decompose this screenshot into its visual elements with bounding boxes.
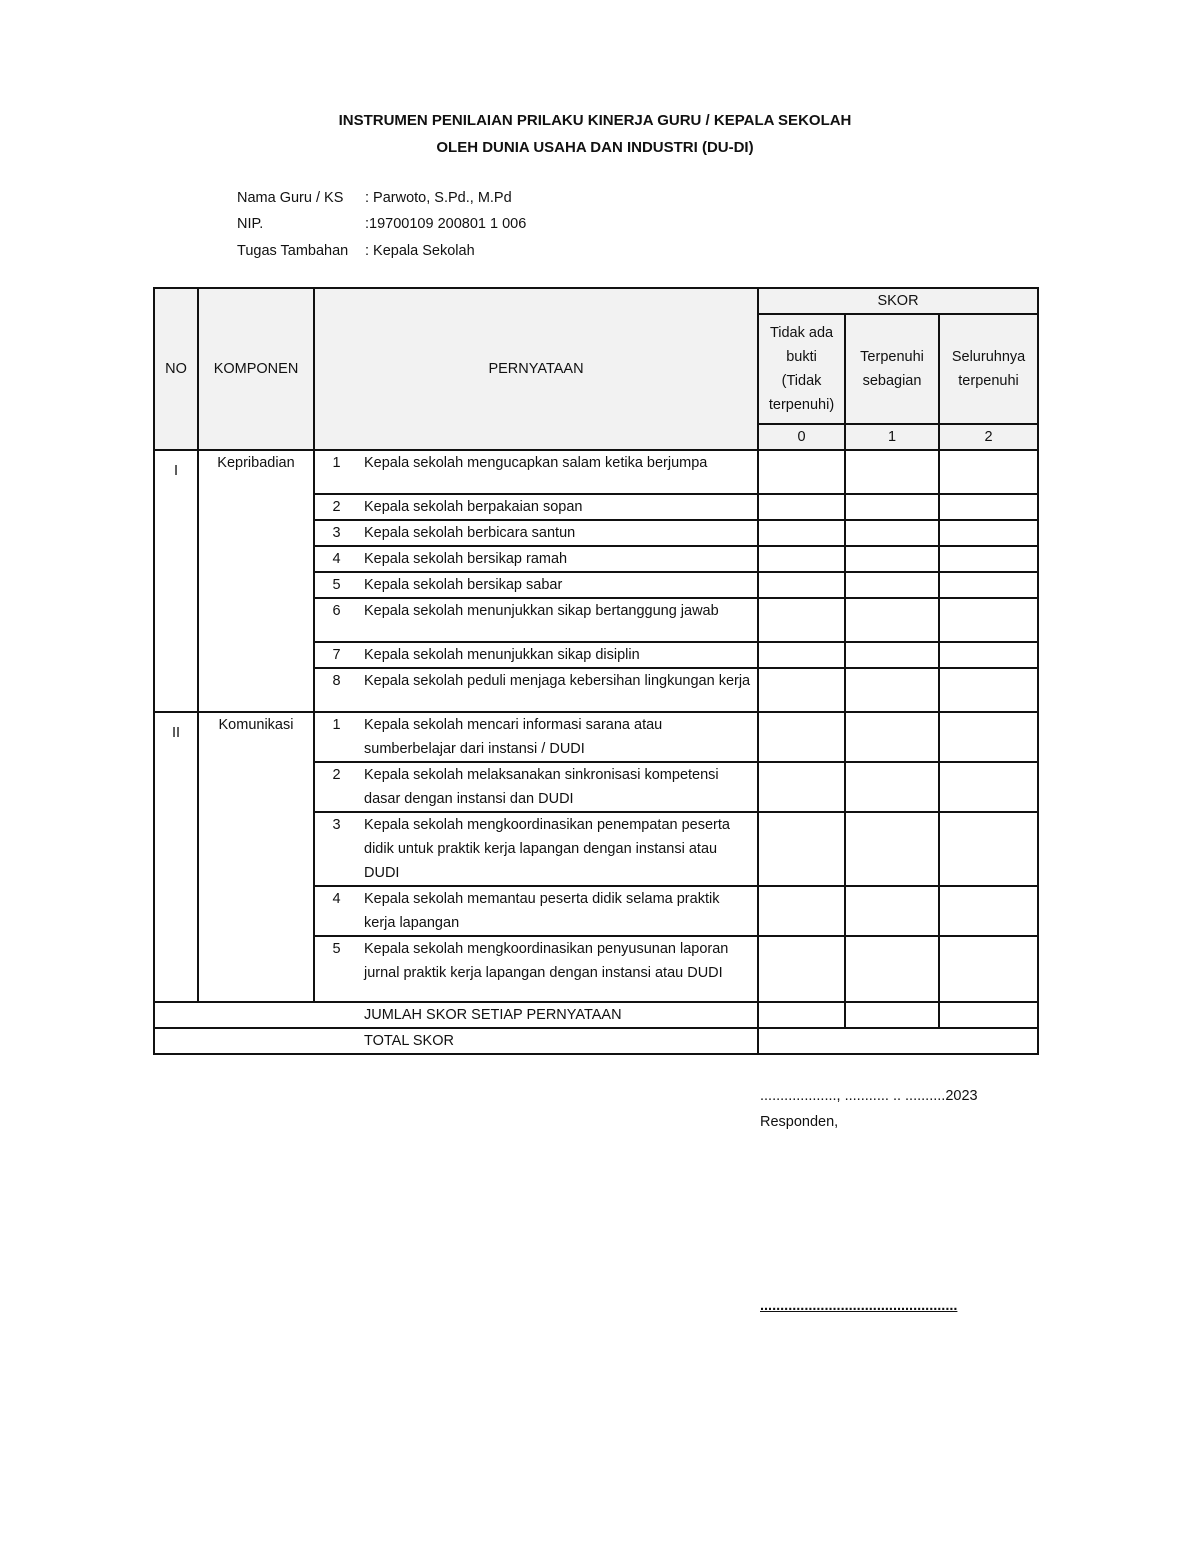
score-cell-2[interactable] (939, 936, 1038, 1002)
score-cell-2[interactable] (939, 886, 1038, 936)
header-komponen: KOMPONEN (198, 288, 314, 450)
score-cell-1[interactable] (845, 762, 939, 812)
statement-text: Kepala sekolah melaksanakan sinkronisasi kompetensi dasar dengan instansi dan DUDI (358, 762, 758, 812)
header-score-2-label: Seluruhnya terpenuhi (939, 314, 1038, 424)
score-cell-0[interactable] (758, 598, 845, 642)
score-cell-2[interactable] (939, 546, 1038, 572)
score-cell-2[interactable] (939, 668, 1038, 712)
score-cell-1[interactable] (845, 936, 939, 1002)
table-row (154, 712, 1038, 762)
score-cell-1[interactable] (845, 886, 939, 936)
section-number: II (154, 712, 198, 1002)
jumlah-label: JUMLAH SKOR SETIAP PERNYATAAN (358, 1002, 758, 1028)
header-score-1-value: 1 (845, 424, 939, 450)
statement-number: 2 (314, 494, 358, 520)
score-cell-2[interactable] (939, 572, 1038, 598)
score-cell-0[interactable] (758, 494, 845, 520)
total-score[interactable] (758, 1028, 1038, 1054)
statement-text: Kepala sekolah menunjukkan sikap bertanggung jawab (358, 598, 758, 642)
score-cell-1[interactable] (845, 642, 939, 668)
score-cell-1[interactable] (845, 668, 939, 712)
score-cell-1[interactable] (845, 572, 939, 598)
total-label: TOTAL SKOR (358, 1028, 758, 1054)
statement-number: 3 (314, 812, 358, 886)
info-label: NIP. (237, 216, 264, 232)
score-cell-0[interactable] (758, 546, 845, 572)
statement-number: 5 (314, 572, 358, 598)
info-label: Tugas Tambahan (237, 243, 349, 259)
document-subtitle: OLEH DUNIA USAHA DAN INDUSTRI (DU-DI) (436, 139, 754, 156)
statement-text: Kepala sekolah berbicara santun (358, 520, 758, 546)
score-cell-1[interactable] (845, 712, 939, 762)
section-komponen: Komunikasi (198, 712, 314, 1002)
info-row-nip (237, 216, 526, 232)
score-cell-2[interactable] (939, 450, 1038, 494)
statement-text: Kepala sekolah bersikap sabar (358, 572, 758, 598)
score-cell-1[interactable] (845, 520, 939, 546)
jumlah-spacer (154, 1002, 358, 1028)
statement-number: 7 (314, 642, 358, 668)
header-score-0-value: 0 (758, 424, 845, 450)
assessment-table (153, 287, 1039, 1055)
statement-number: 2 (314, 762, 358, 812)
statement-text: Kepala sekolah mengkoordinasikan penempatan peserta didik untuk praktik kerja lapangan dengan instansi atau DUDI (358, 812, 758, 886)
score-cell-0[interactable] (758, 572, 845, 598)
document-title: INSTRUMEN PENILAIAN PRILAKU KINERJA GURU / KEPALA SEKOLAH (338, 112, 852, 129)
score-cell-2[interactable] (939, 712, 1038, 762)
jumlah-score-2[interactable] (939, 1002, 1038, 1028)
statement-text: Kepala sekolah berpakaian sopan (358, 494, 758, 520)
score-cell-2[interactable] (939, 642, 1038, 668)
statement-number: 3 (314, 520, 358, 546)
score-cell-0[interactable] (758, 762, 845, 812)
statement-number: 5 (314, 936, 358, 1002)
statement-text: Kepala sekolah peduli menjaga kebersihan lingkungan kerja (358, 668, 758, 712)
statement-text: Kepala sekolah mencari informasi sarana atau sumberbelajar dari instansi / DUDI (358, 712, 758, 762)
score-cell-1[interactable] (845, 546, 939, 572)
total-spacer (154, 1028, 358, 1054)
statement-number: 4 (314, 546, 358, 572)
statement-text: Kepala sekolah bersikap ramah (358, 546, 758, 572)
signature-name-line: ................................................. (760, 1298, 958, 1314)
score-cell-2[interactable] (939, 812, 1038, 886)
total-row (154, 1028, 1038, 1054)
score-cell-2[interactable] (939, 762, 1038, 812)
header-score-1-label: Terpenuhi sebagian (845, 314, 939, 424)
statement-number: 1 (314, 450, 358, 494)
score-cell-1[interactable] (845, 450, 939, 494)
header-skor: SKOR (758, 288, 1038, 314)
section-number: I (154, 450, 198, 712)
score-cell-1[interactable] (845, 494, 939, 520)
score-cell-0[interactable] (758, 668, 845, 712)
header-pernyataan: PERNYATAAN (314, 288, 758, 450)
statement-text: Kepala sekolah menunjukkan sikap disiplin (358, 642, 758, 668)
statement-text: Kepala sekolah memantau peserta didik selama praktik kerja lapangan (358, 886, 758, 936)
score-cell-2[interactable] (939, 494, 1038, 520)
score-cell-1[interactable] (845, 812, 939, 886)
score-cell-0[interactable] (758, 450, 845, 494)
table-row (154, 450, 1038, 494)
section-komponen: Kepribadian (198, 450, 314, 712)
statement-number: 8 (314, 668, 358, 712)
info-row-tugas (237, 243, 475, 259)
statement-number: 4 (314, 886, 358, 936)
score-cell-0[interactable] (758, 812, 845, 886)
jumlah-score-0[interactable] (758, 1002, 845, 1028)
score-cell-0[interactable] (758, 886, 845, 936)
signature-place-date: ..................., ........... .. ..........2023 (760, 1088, 978, 1104)
info-value: : Parwoto, S.Pd., M.Pd (365, 190, 512, 206)
score-cell-0[interactable] (758, 642, 845, 668)
jumlah-row (154, 1002, 1038, 1028)
score-cell-2[interactable] (939, 598, 1038, 642)
score-cell-0[interactable] (758, 712, 845, 762)
signature-role: Responden, (760, 1114, 839, 1130)
info-value: : Kepala Sekolah (365, 243, 475, 259)
score-cell-0[interactable] (758, 936, 845, 1002)
score-cell-1[interactable] (845, 598, 939, 642)
info-label: Nama Guru / KS (237, 190, 344, 206)
score-cell-2[interactable] (939, 520, 1038, 546)
score-cell-0[interactable] (758, 520, 845, 546)
info-value: :19700109 200801 1 006 (365, 216, 527, 232)
info-row-nama (237, 190, 512, 206)
header-score-2-value: 2 (939, 424, 1038, 450)
statement-text: Kepala sekolah mengkoordinasikan penyusunan laporan jurnal praktik kerja lapangan dengan instansi atau DUDI (358, 936, 758, 1002)
header-score-0-label: Tidak ada bukti (Tidak terpenuhi) (758, 314, 845, 424)
jumlah-score-1[interactable] (845, 1002, 939, 1028)
statement-text: Kepala sekolah mengucapkan salam ketika berjumpa (358, 450, 758, 494)
statement-number: 6 (314, 598, 358, 642)
statement-number: 1 (314, 712, 358, 762)
header-no: NO (154, 288, 198, 450)
